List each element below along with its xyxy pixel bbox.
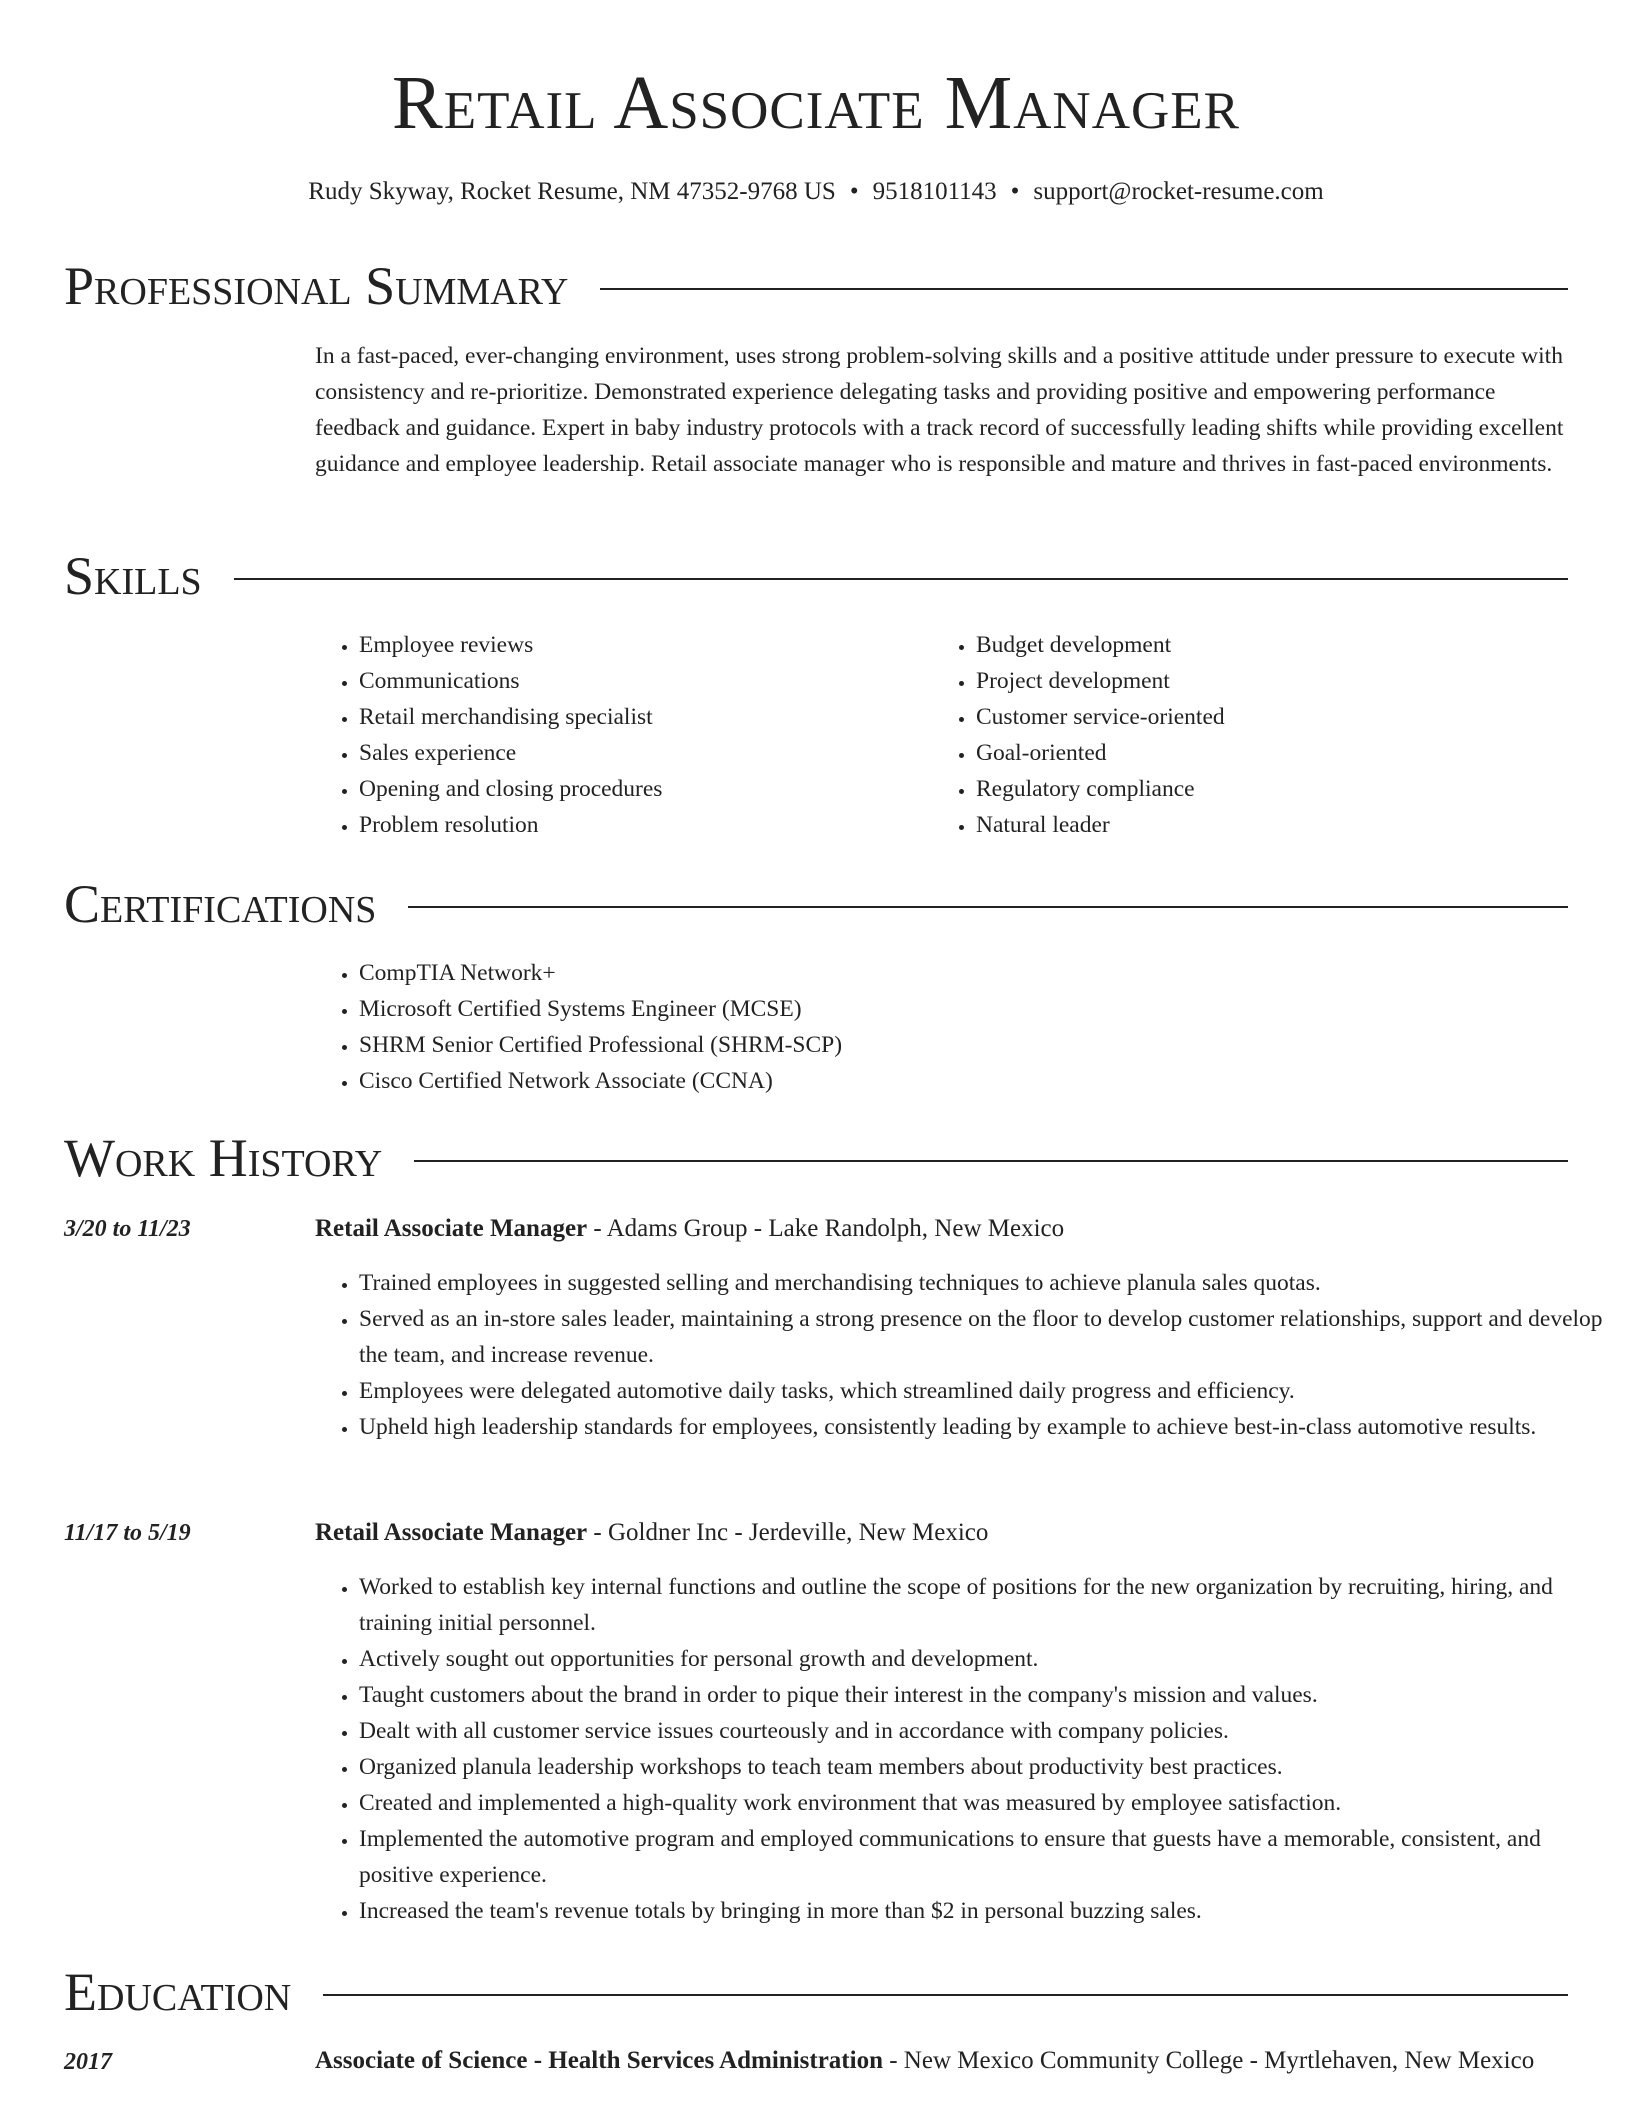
skill-item: • Employee reviews <box>359 627 919 663</box>
skills-list-left <box>315 627 919 843</box>
work-history-section-header <box>64 1126 1568 1190</box>
job-bullet: • Organized planula leadership workshops to teach team members about productivity best practices. <box>359 1749 1619 1785</box>
skill-item: • Budget development <box>976 627 1576 663</box>
job-bullet: • Increased the team's revenue totals by bringing in more than $2 in personal buzzing sales. <box>359 1893 1619 1929</box>
job-details: - Adams Group - Lake Randolph, New Mexico <box>587 1215 1065 1242</box>
section-title: Professional Summary <box>64 256 569 316</box>
skill-item: • Retail merchandising specialist <box>359 699 919 735</box>
section-divider <box>408 906 1568 908</box>
section-title: Skills <box>64 546 202 606</box>
section-title: Education <box>64 1962 292 2022</box>
job-bullet: • Created and implemented a high-quality work environment that was measured by employee satisfaction. <box>359 1785 1619 1821</box>
summary-text: In a fast-paced, ever-changing environment, uses strong problem-solving skills and a positive attitude under pressure to execute with consistency and re-prioritize. Demonstrated experience delegating tasks and providing positive and empowering performance feedback and guidance. Expert in baby industry protocols with a track record of successfully leading shifts while providing excellent guidance and employee leadership. Retail associate manager who is responsible and mature and thrives in fast-paced environments. <box>315 343 1564 477</box>
job-heading <box>315 1210 1575 1248</box>
job-dates: 11/17 to 5/19 <box>64 1520 191 1546</box>
certification-item: • Microsoft Certified Systems Engineer (MCSE) <box>359 991 1619 1027</box>
skill-item: • Project development <box>976 663 1576 699</box>
job-title: Retail Associate Manager <box>315 1215 588 1242</box>
summary-section-header <box>64 254 1568 318</box>
education-degree: Associate of Science - Health Services Administration <box>315 2047 883 2074</box>
section-divider <box>414 1160 1568 1162</box>
skills-section-header <box>64 544 1568 608</box>
contact-separator: • <box>1010 178 1020 205</box>
section-divider <box>234 578 1568 580</box>
contact-address: Rudy Skyway, Rocket Resume, NM 47352-9768 US <box>308 178 836 205</box>
skill-item: • Goal-oriented <box>976 735 1576 771</box>
job-bullet: • Worked to establish key internal functions and outline the scope of positions for the new organization by recruiting, hiring, and training initial personnel. <box>359 1569 1619 1641</box>
job-bullet: • Dealt with all customer service issues courteously and in accordance with company policies. <box>359 1713 1619 1749</box>
section-divider <box>600 288 1568 290</box>
job-bullet: • Taught customers about the brand in order to pique their interest in the company's mission and values. <box>359 1677 1619 1713</box>
skill-item: • Opening and closing procedures <box>359 771 919 807</box>
job-bullet: • Actively sought out opportunities for personal growth and development. <box>359 1641 1619 1677</box>
certification-item: • SHRM Senior Certified Professional (SHRM-SCP) <box>359 1027 1619 1063</box>
contact-line <box>0 176 1632 208</box>
job-bullet: • Trained employees in suggested selling and merchandising techniques to achieve planula sales quotas. <box>359 1265 1619 1301</box>
contact-email: support@rocket-resume.com <box>1033 178 1324 205</box>
job-details: - Goldner Inc - Jerdeville, New Mexico <box>587 1519 989 1546</box>
job-dates: 3/20 to 11/23 <box>64 1216 191 1242</box>
job-heading <box>315 1514 1575 1552</box>
education-year: 2017 <box>64 2049 112 2075</box>
contact-phone: 9518101143 <box>872 178 997 205</box>
skill-item: • Communications <box>359 663 919 699</box>
job-bullet: • Employees were delegated automotive daily tasks, which streamlined daily progress and efficiency. <box>359 1373 1619 1409</box>
skill-item: • Problem resolution <box>359 807 919 843</box>
education-entry <box>315 2042 1575 2079</box>
section-divider <box>323 1994 1568 1996</box>
contact-separator: • <box>849 178 859 205</box>
resume-title: Retail Associate Manager <box>392 61 1240 145</box>
skill-item: • Natural leader <box>976 807 1576 843</box>
job-title: Retail Associate Manager <box>315 1519 588 1546</box>
skill-item: • Sales experience <box>359 735 919 771</box>
job-bullet: • Implemented the automotive program and employed communications to ensure that guests have a memorable, consistent, and positive experience. <box>359 1821 1619 1893</box>
skills-list-right <box>932 627 1576 843</box>
certifications-list <box>315 955 1619 1099</box>
section-title: Work History <box>64 1128 383 1188</box>
certifications-section-header <box>64 872 1568 936</box>
certification-item: • Cisco Certified Network Associate (CCNA) <box>359 1063 1619 1099</box>
education-details: - New Mexico Community College - Myrtlehaven, New Mexico <box>882 2047 1535 2074</box>
certification-item: • CompTIA Network+ <box>359 955 1619 991</box>
job-bullet: • Served as an in-store sales leader, maintaining a strong presence on the floor to develop customer relationships, support and develop the team, and increase revenue. <box>359 1301 1619 1373</box>
skill-item: • Customer service-oriented <box>976 699 1576 735</box>
job-bullets <box>315 1569 1619 1929</box>
skill-item: • Regulatory compliance <box>976 771 1576 807</box>
section-title: Certifications <box>64 874 377 934</box>
job-bullet: • Upheld high leadership standards for employees, consistently leading by example to achieve best-in-class automotive results. <box>359 1409 1619 1445</box>
education-section-header <box>64 1960 1568 2024</box>
job-bullets <box>315 1265 1619 1445</box>
